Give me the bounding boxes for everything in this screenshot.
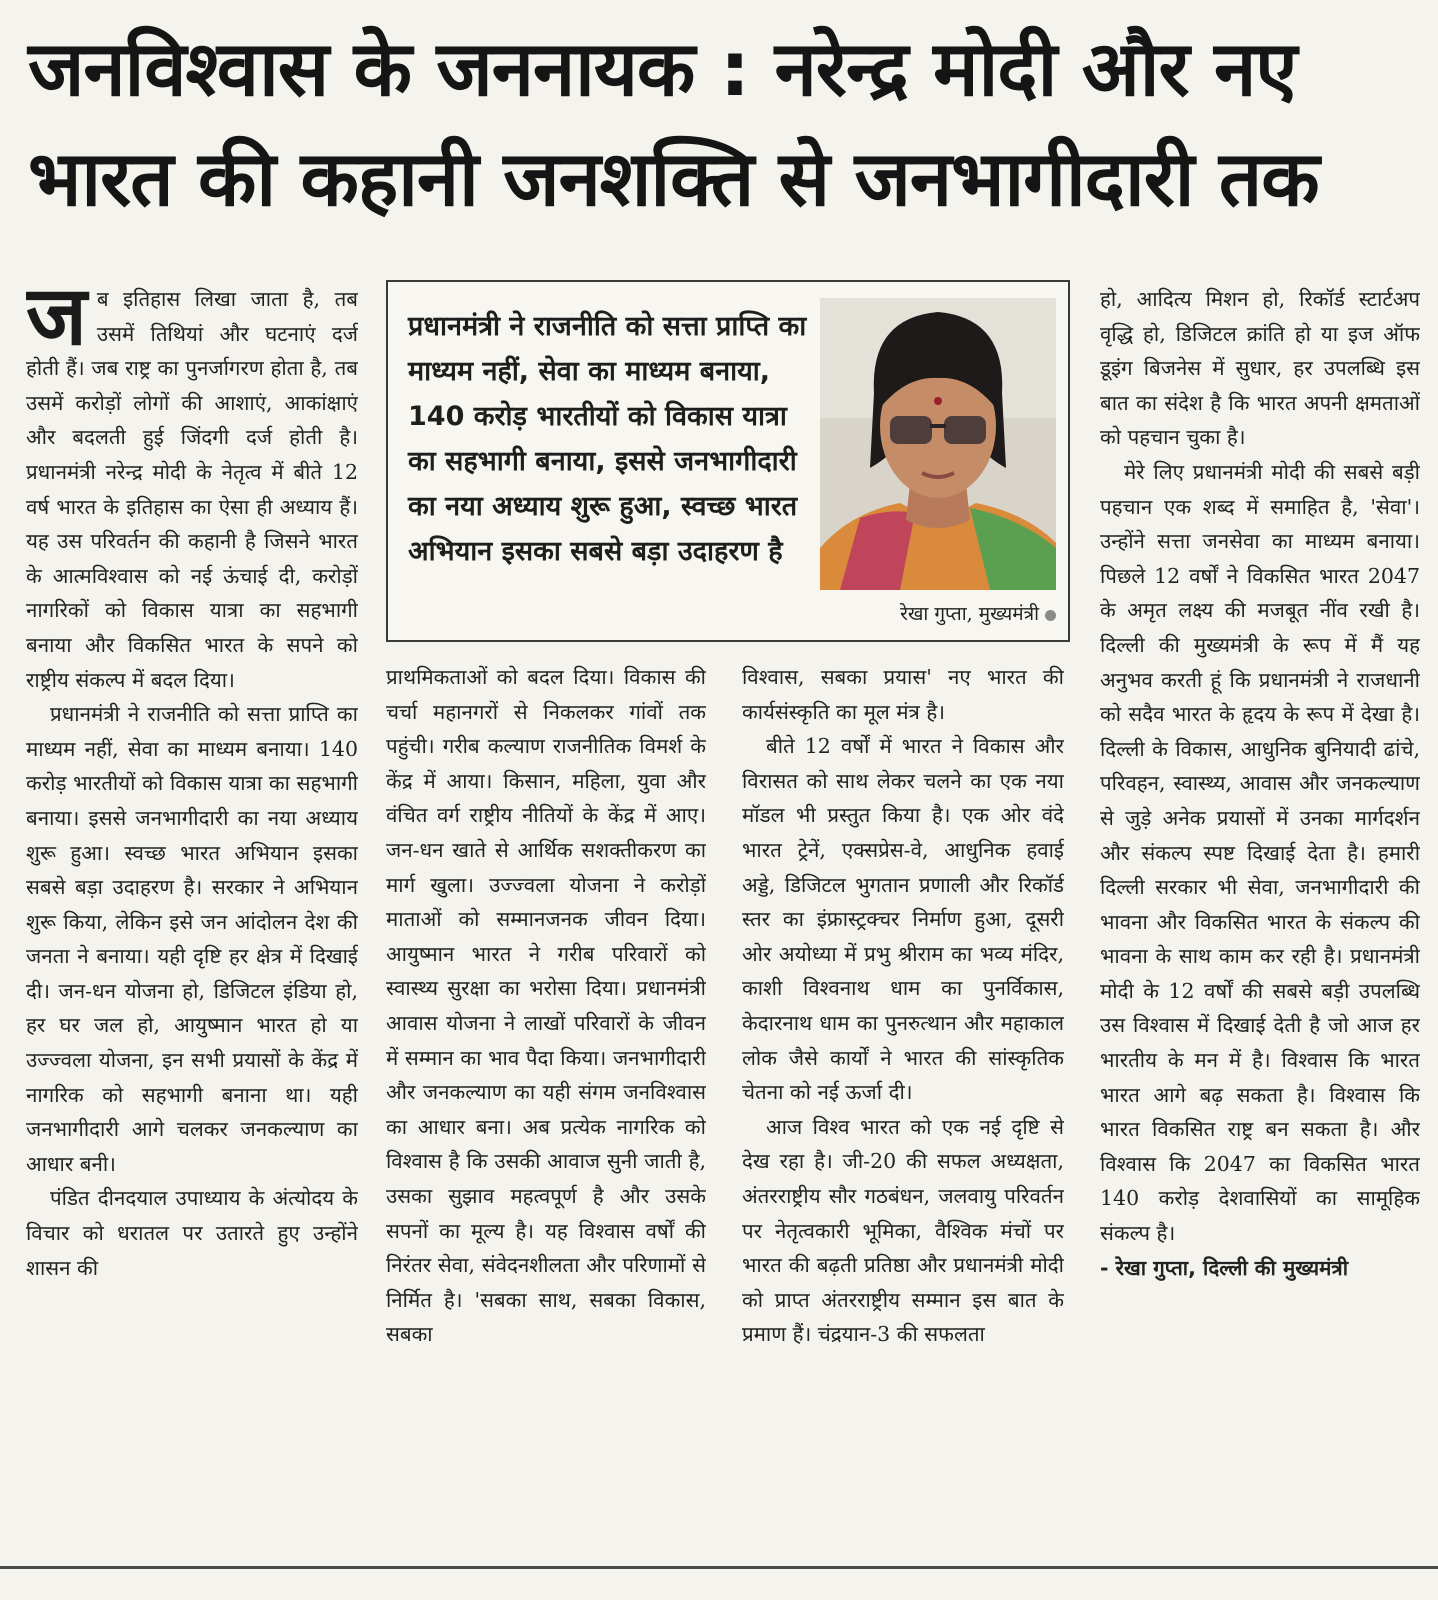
article-paragraph: मेरे लिए प्रधानमंत्री मोदी की सबसे बड़ी पहचान एक शब्द में समाहित है, 'सेवा'। उन्होंने सत्ता जनसेवा का माध्यम बनाया। पिछले 12 वर्षों ने विकसित भारत 2047 के अमृत लक्ष्य की मजबूत नींव रखी है। दिल्ली की मुख्यमंत्री के रूप में मैं यह अनुभव करती हूं कि प्रधानमंत्री ने राजधानी को सदैव भारत के हृदय के रूप में देखा है। दिल्ली के विकास, आधुनिक बुनियादी ढांचे, परिवहन, स्वास्थ्य, आवास और जनकल्याण से जुड़े अनेक प्रयासों में उनका मार्गदर्शन और संकल्प स्पष्ट दिखाई देता है। हमारी दिल्ली सरकार भी सेवा, जनभागीदारी की भावना और विकसित भारत के संकल्प की भावना के साथ काम कर रही है। प्रधानमंत्री मोदी के 12 वर्षों की सबसे बड़ी उपलब्धि उस विश्वास में दिखाई देती है जो आज हर भारतीय के मन में है। विश्वास कि भारत भारत आगे बढ़ सकता है। विश्वास कि भारत विकसित राष्ट्र बन सकता है। और विश्वास कि 2047 का विकसित भारत 140 करोड़ देशवासियों का सामूहिक संकल्प है। — [1100, 459, 1420, 1246]
article-paragraph: ब इतिहास लिखा जाता है, तब उसमें तिथियां और घटनाएं दर्ज होती हैं। जब राष्ट्र का पुनर्जागरण होता है, तब उसमें करोड़ों लोगों की आशाएं, आकांक्षाएं और बदलती हुई जिंदगी दर्ज होती है। प्रधानमंत्री नरेन्द्र मोदी के नेतृत्व में बीते 12 वर्ष भारत के इतिहास का ऐसा ही अध्याय हैं। यह उस परिवर्तन की कहानी है जिसने भारत के आत्मविश्वास को नई ऊंचाई दी, करोड़ों नागरिकों को विकास यात्रा का सहभागी बनाया और विकसित भारत के सपने को राष्ट्रीय संकल्प में बदल दिया। — [26, 287, 358, 692]
drop-cap: ज — [26, 282, 87, 364]
article-paragraph: विश्वास, सबका प्रयास' नए भारत की कार्यसंस्कृति का मूल मंत्र है। — [742, 665, 1064, 724]
portrait-illustration — [820, 298, 1056, 590]
article-column-2 — [386, 660, 706, 1548]
article-paragraph: बीते 12 वर्षों में भारत ने विकास और विरासत को साथ लेकर चलने का एक नया मॉडल भी प्रस्तुत किया है। एक ओर वंदे भारत ट्रेनें, एक्सप्रेस-वे, आधुनिक हवाई अड्डे, डिजिटल भुगतान प्रणाली और रिकॉर्ड स्तर का इंफ्रास्ट्रक्चर निर्माण हुआ, दूसरी ओर अयोध्या में प्रभु श्रीराम का भव्य मंदिर, काशी विश्वनाथ धाम का पुनर्विकास, केदारनाथ धाम का पुनरुत्थान और महाकाल लोक जैसे कार्यों ने भारत की सांस्कृतिक चेतना को नई ऊर्जा दी। — [742, 734, 1064, 1105]
photo-caption — [820, 600, 1056, 626]
headline — [28, 14, 1418, 234]
photo-caption-text: रेखा गुप्ता, मुख्यमंत्री — [900, 603, 1039, 625]
article-column-1 — [26, 282, 358, 1548]
headline-line-2: भारत की कहानी जनशक्ति से जनभागीदारी तक — [28, 134, 1319, 223]
article-column-3 — [742, 660, 1064, 1548]
headline-line-1: जनविश्वास के जननायक : नरेन्द्र मोदी और नए — [28, 24, 1297, 113]
portrait-photo — [820, 298, 1056, 590]
dot-icon — [1045, 610, 1056, 621]
article-paragraph: पंडित दीनदयाल उपाध्याय के अंत्योदय के विचार को धरातल पर उतारते हुए उन्होंने शासन की — [26, 1186, 358, 1280]
pull-quote-text: प्रधानमंत्री ने राजनीति को सत्ता प्राप्ति का माध्यम नहीं, सेवा का माध्यम बनाया, 140 करोड़ भारतीयों को विकास यात्रा का सहभागी बनाया, इससे जनभागीदारी का नया अध्याय शुरू हुआ, स्वच्छ भारत अभियान इसका सबसे बड़ा उदाहरण है — [408, 311, 807, 567]
article-paragraph: प्राथमिकताओं को बदल दिया। विकास की चर्चा महानगरों से निकलकर गांवों तक पहुंची। गरीब कल्याण राजनीतिक विमर्श के केंद्र में आया। किसान, महिला, युवा और वंचित वर्ग राष्ट्रीय नीतियों के केंद्र में आए। जन-धन खाते से आर्थिक सशक्तीकरण का मार्ग खुला। उज्ज्वला योजना ने करोड़ों माताओं को सम्मानजनक जीवन दिया। आयुष्मान भारत ने गरीब परिवारों को स्वास्थ्य सुरक्षा का भरोसा दिया। प्रधानमंत्री आवास योजना ने लाखों परिवारों के जीवन में सम्मान का भाव पैदा किया। जनभागीदारी और जनकल्याण का यही संगम जनविश्वास का आधार बना। अब प्रत्येक नागरिक को विश्वास है कि उसकी आवाज सुनी जाती है, उसका सुझाव महत्वपूर्ण है और उसके सपनों का मूल्य है। यह विश्वास वर्षों की निरंतर सेवा, संवेदनशीलता और परिणामों से निर्मित है। 'सबका साथ, सबका विकास, सबका — [386, 665, 706, 1347]
author-signature: - रेखा गुप्ता, दिल्ली की मुख्यमंत्री — [1100, 1255, 1349, 1280]
pull-quote-box — [386, 280, 1070, 642]
article-column-4 — [1100, 282, 1420, 1548]
bottom-rule — [0, 1566, 1438, 1569]
article-paragraph: हो, आदित्य मिशन हो, रिकॉर्ड स्टार्टअप वृद्धि हो, डिजिटल क्रांति हो या इज ऑफ डूइंग बिजनेस में सुधार, हर उपलब्धि इस बात का संदेश है कि भारत अपनी क्षमताओं को पहचान चुका है। — [1100, 287, 1420, 450]
article-paragraph: प्रधानमंत्री ने राजनीति को सत्ता प्राप्ति का माध्यम नहीं, सेवा का माध्यम बनाया। 140 करोड़ भारतीयों को विकास यात्रा का सहभागी बनाया। इससे जनभागीदारी का नया अध्याय शुरू हुआ। स्वच्छ भारत अभियान इसका सबसे बड़ा उदाहरण है। सरकार ने अभियान शुरू किया, लेकिन इसे जन आंदोलन देश की जनता ने बनाया। यही दृष्टि हर क्षेत्र में दिखाई दी। जन-धन योजना हो, डिजिटल इंडिया हो, हर घर जल हो, आयुष्मान भारत हो या उज्ज्वला योजना, इन सभी प्रयासों के केंद्र में नागरिक को सहभागी बनाना था। यही जनभागीदारी आगे चलकर जनकल्याण का आधार बनी। — [26, 702, 358, 1176]
article-paragraph: आज विश्व भारत को एक नई दृष्टि से देख रहा है। जी-20 की सफल अध्यक्षता, अंतरराष्ट्रीय सौर गठबंधन, जलवायु परिवर्तन पर नेतृत्वकारी भूमिका, वैश्विक मंचों पर भारत की बढ़ती प्रतिष्ठा और प्रधानमंत्री मोदी को प्राप्त अंतरराष्ट्रीय सम्मान इस बात के प्रमाण हैं। चंद्रयान-3 की सफलता — [742, 1114, 1064, 1347]
